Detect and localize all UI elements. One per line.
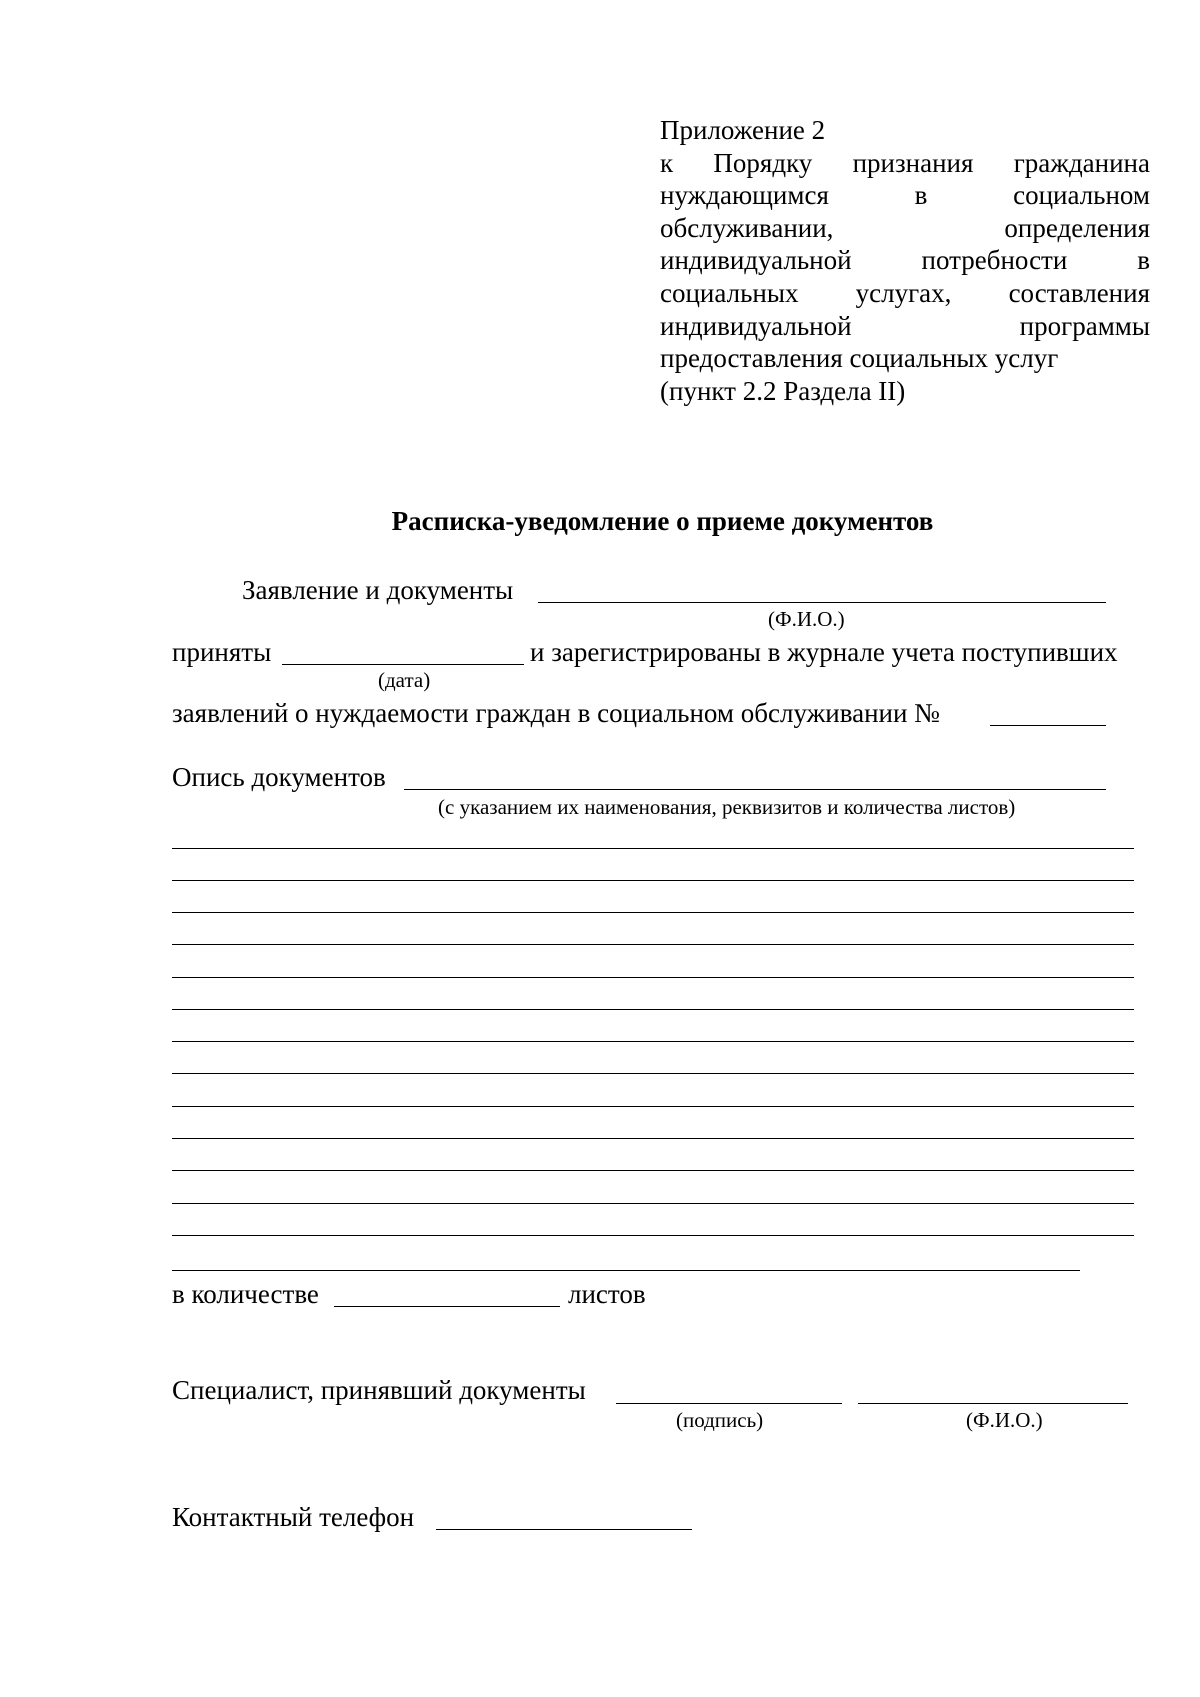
appendix-line: индивидуальной потребности в	[660, 245, 1150, 276]
phone-field[interactable]	[436, 1529, 692, 1530]
specialist-label: Специалист, принявший документы	[172, 1375, 586, 1405]
appendix-block	[660, 114, 1150, 407]
inventory-line[interactable]	[172, 1073, 1134, 1074]
inventory-line[interactable]	[172, 912, 1134, 913]
inventory-line[interactable]	[172, 977, 1134, 978]
applications-text: заявлений о нуждаемости граждан в социальном обслуживании №	[172, 698, 940, 728]
inventory-line[interactable]	[172, 848, 1134, 849]
date-caption: (дата)	[378, 668, 431, 692]
fio-caption: (Ф.И.О.)	[768, 607, 845, 631]
fio-field[interactable]	[538, 602, 1106, 603]
inventory-field[interactable]	[404, 789, 1106, 790]
specialist-fio-field[interactable]	[858, 1403, 1128, 1404]
phone-label: Контактный телефон	[172, 1502, 415, 1532]
signature-field[interactable]	[616, 1403, 842, 1404]
inventory-line[interactable]	[172, 1170, 1134, 1171]
appendix-line: предоставления социальных услуг	[660, 343, 1059, 374]
inventory-line[interactable]	[172, 880, 1134, 881]
inventory-line[interactable]	[172, 1203, 1134, 1204]
appendix-line: социальных услугах, составления	[660, 277, 1150, 308]
inventory-label: Опись документов	[172, 762, 386, 792]
appendix-line: нуждающимся в социальном	[660, 180, 1150, 211]
inventory-line[interactable]	[172, 1106, 1134, 1107]
sheets-label: листов	[568, 1279, 646, 1309]
inventory-caption: (с указанием их наименования, реквизитов и количества листов)	[438, 795, 1016, 819]
inventory-line[interactable]	[172, 1270, 1080, 1271]
document-title: Расписка-уведомление о приеме документов	[391, 506, 934, 536]
signature-caption: (подпись)	[676, 1408, 764, 1432]
appendix-line: обслуживании, определения	[660, 212, 1150, 243]
appendix-line: Приложение 2	[660, 115, 826, 145]
date-field[interactable]	[282, 664, 524, 665]
quantity-label: в количестве	[172, 1279, 319, 1309]
inventory-line[interactable]	[172, 1041, 1134, 1042]
quantity-field[interactable]	[334, 1306, 560, 1307]
appendix-line: (пункт 2.2 Раздела II)	[660, 375, 906, 406]
appendix-line: индивидуальной программы	[660, 310, 1150, 341]
inventory-line[interactable]	[172, 1235, 1134, 1236]
inventory-line[interactable]	[172, 944, 1134, 945]
accepted-label: приняты	[172, 637, 272, 667]
registered-text: и зарегистрированы в журнале учета поступивших	[530, 637, 1118, 667]
specialist-fio-caption: (Ф.И.О.)	[966, 1408, 1043, 1432]
inventory-line[interactable]	[172, 1009, 1134, 1010]
appendix-line: к Порядку признания гражданина	[660, 147, 1150, 178]
statement-label: Заявление и документы	[242, 575, 514, 605]
inventory-line[interactable]	[172, 1138, 1134, 1139]
registration-number-field[interactable]	[990, 725, 1106, 726]
